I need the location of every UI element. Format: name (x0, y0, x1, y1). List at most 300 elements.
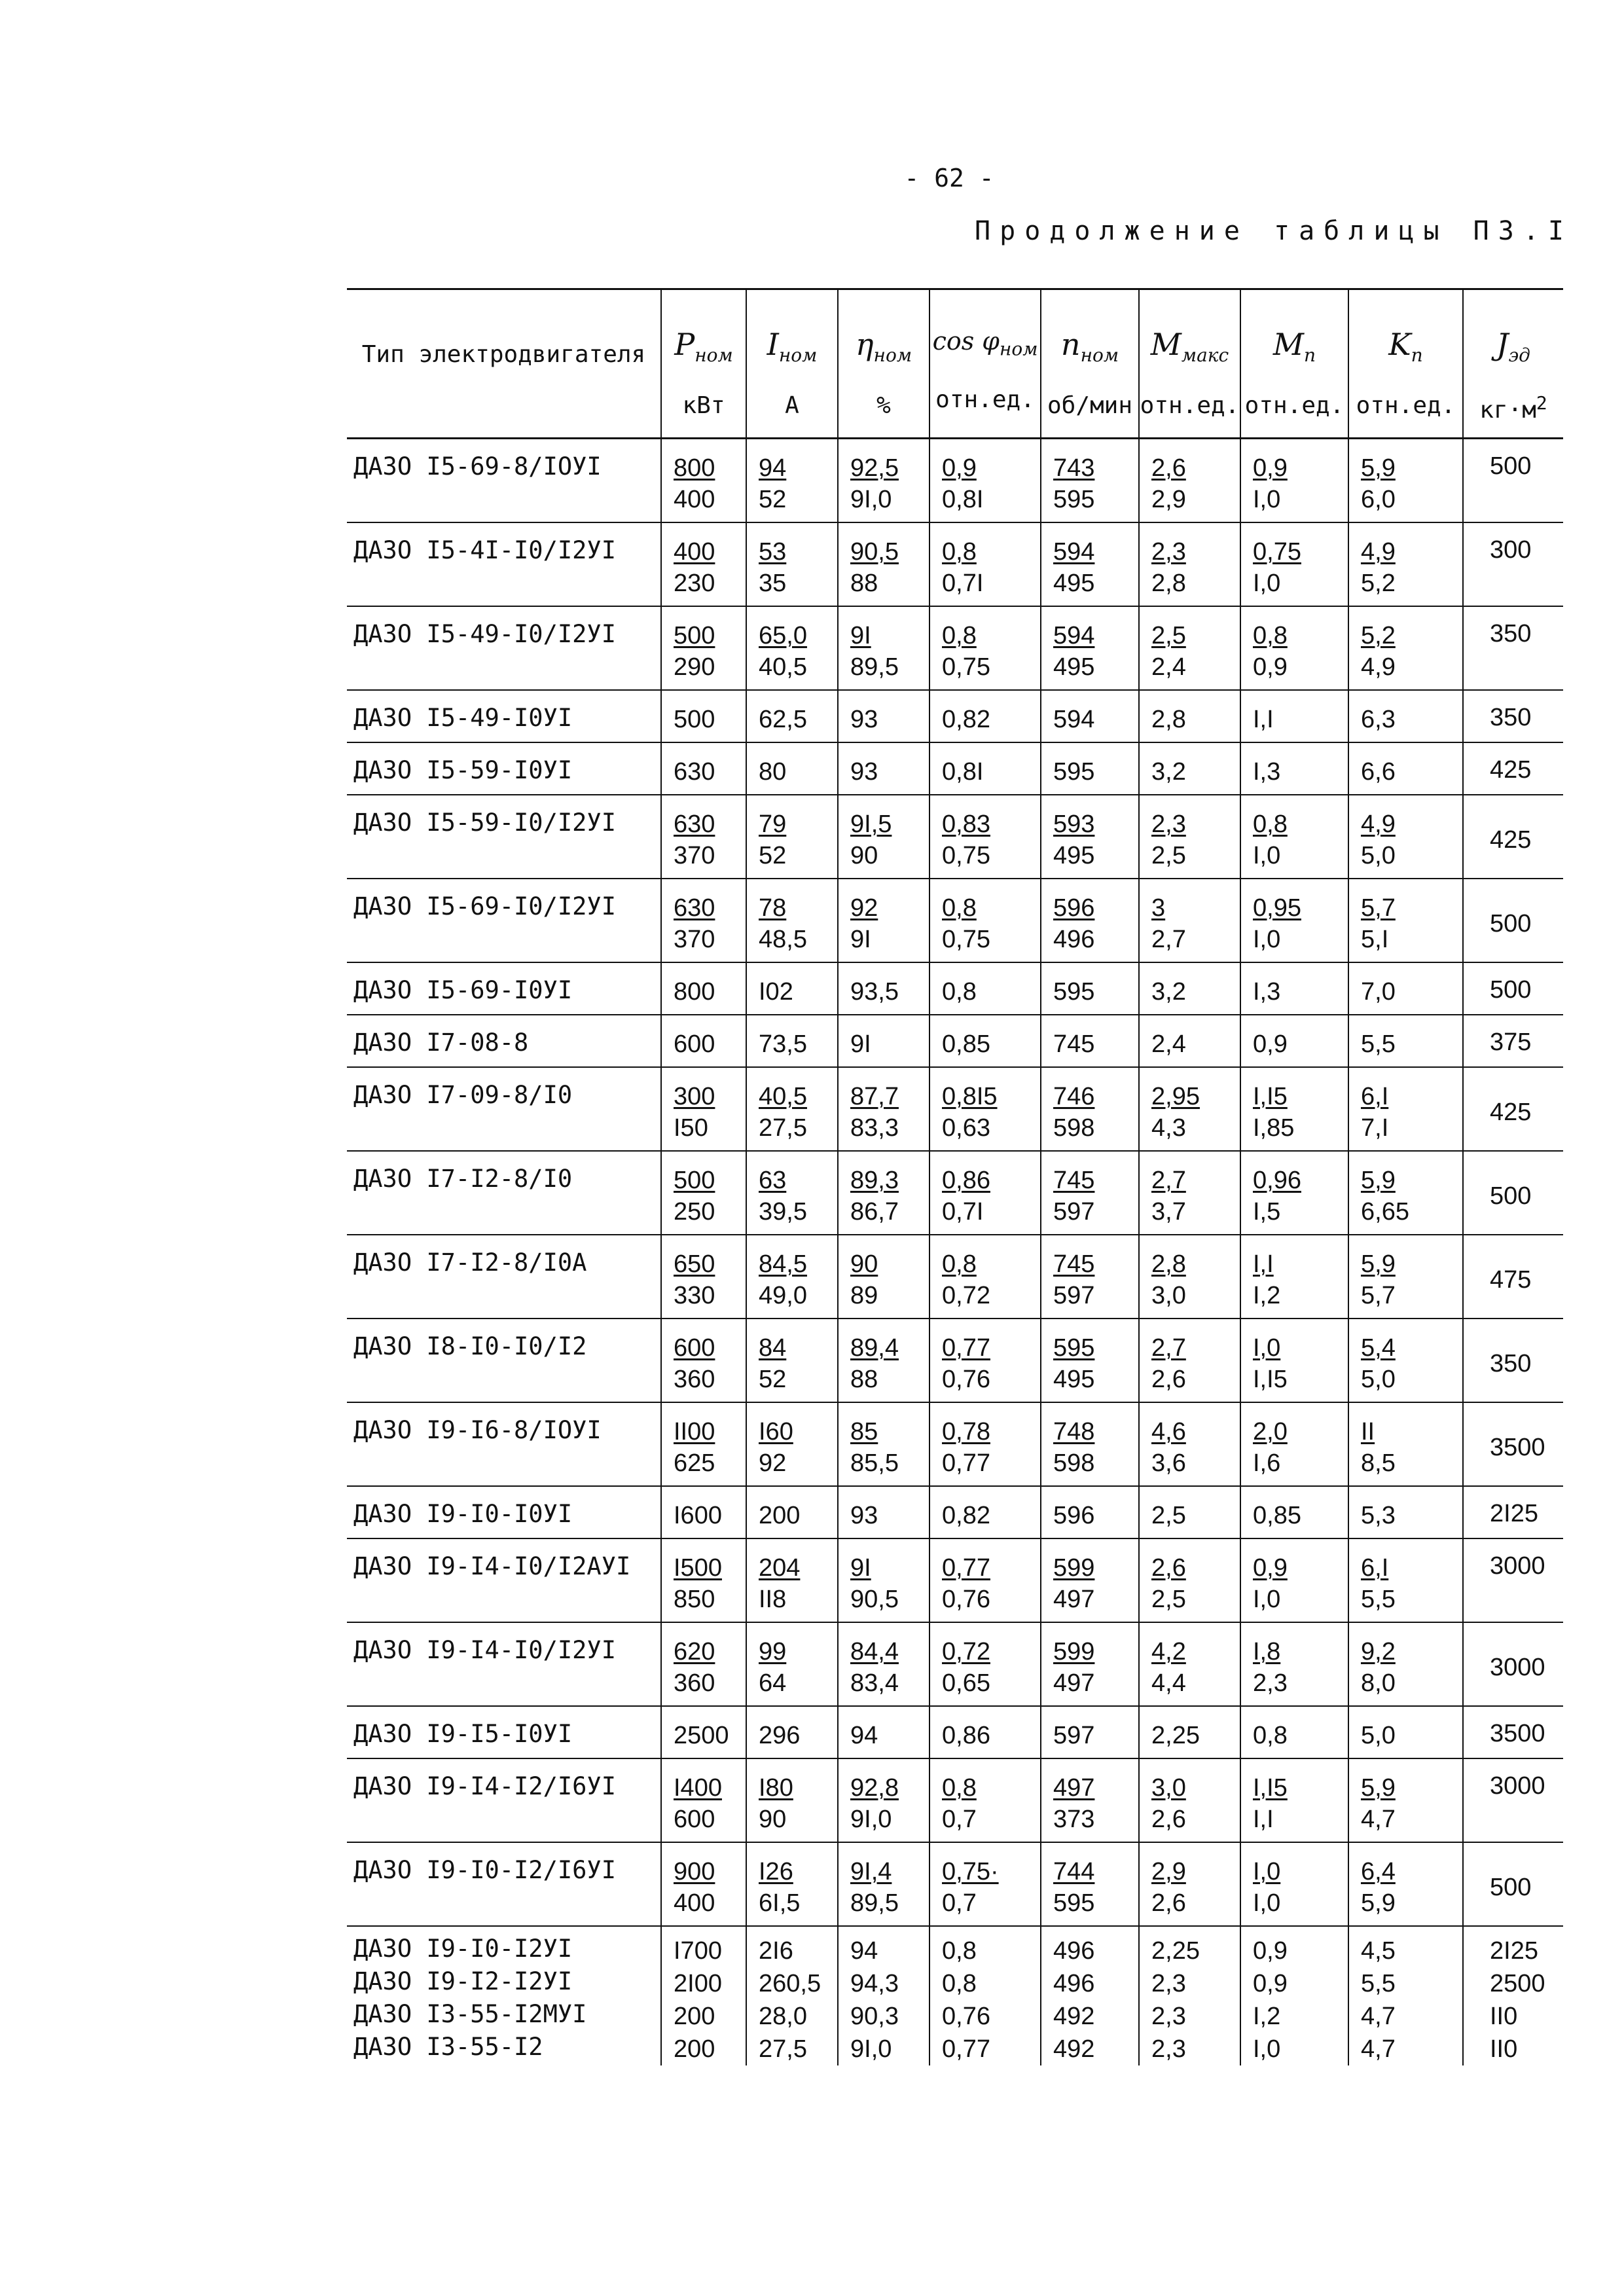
motor-type-cell: ДАЗО I5-59-I0УI (347, 742, 661, 795)
p-value: 600 (674, 1030, 715, 1058)
mp-value-1: 0,95 (1253, 894, 1301, 922)
cos-cell (929, 1622, 1041, 1706)
cos-value: 0,82 (942, 706, 990, 733)
n-cell: 492 (1041, 2000, 1139, 2033)
n-value-1: 745 (1053, 1250, 1095, 1278)
kp-cell (1348, 1235, 1463, 1319)
cos-value-2: 0,63 (942, 1114, 990, 1142)
mmax-cell: 2,3 (1139, 2033, 1240, 2065)
kp-value: 6,6 (1361, 758, 1396, 786)
header-power: $P_{ном}$ кВт (661, 289, 746, 439)
n-value-2: 597 (1053, 1198, 1095, 1226)
mmax-cell (1139, 742, 1240, 795)
motor-type-cell: ДАЗО I9-I4-I0/I2АУI (347, 1538, 661, 1622)
cos-value-1: 0,75· (942, 1858, 999, 1885)
eta-value-1: 87,7 (850, 1083, 899, 1110)
mmax-value-1: 4,6 (1151, 1418, 1186, 1446)
mmax-value-1: 2,6 (1151, 1554, 1186, 1582)
cos-value-1: 0,8 (942, 894, 977, 922)
mmax-value: 3,2 (1151, 758, 1186, 786)
eta-cell: 9I,0 (838, 2033, 929, 2065)
n-value-2: 497 (1053, 1586, 1095, 1613)
motor-type-cell: ДАЗО I9-I5-I0УI (347, 1706, 661, 1758)
cos-cell (929, 1758, 1041, 1842)
p-cell (661, 1151, 746, 1235)
inertia-cell: 500 (1463, 879, 1563, 962)
i-value-2: 92 (759, 1449, 787, 1477)
mp-value-1: I,I5 (1253, 1083, 1288, 1110)
eta-cell (838, 606, 929, 690)
mmax-value-2: 3,7 (1151, 1198, 1186, 1226)
i-value-1: 65,0 (759, 622, 807, 649)
n-value-1: 594 (1053, 538, 1095, 566)
mmax-value-1: 3 (1151, 894, 1166, 922)
i-value-1: 84,5 (759, 1250, 807, 1278)
mp-cell (1240, 606, 1348, 690)
mmax-cell (1139, 522, 1240, 606)
kp-cell: 5,5 (1348, 1967, 1463, 2000)
mp-value-1: 0,8 (1253, 622, 1288, 649)
cos-value-2: 0,7 (942, 1889, 977, 1917)
kp-value-2: 5,0 (1361, 842, 1396, 869)
i-value-2: 90 (759, 1806, 787, 1833)
p-cell (661, 522, 746, 606)
eta-cell (838, 742, 929, 795)
cos-value-2: 0,72 (942, 1282, 990, 1309)
n-value-1: 744 (1053, 1858, 1095, 1885)
mp-value-1: 0,9 (1253, 1554, 1288, 1582)
cos-cell: 0,8 (929, 1926, 1041, 1967)
eta-value-2: 9I (850, 926, 871, 953)
n-value-1: 745 (1053, 1167, 1095, 1194)
n-cell (1041, 1015, 1139, 1067)
n-value-1: 596 (1053, 894, 1095, 922)
i-value-2: 6I,5 (759, 1889, 801, 1917)
p-value-2: 360 (674, 1669, 715, 1697)
i-cell (746, 962, 838, 1015)
motor-type-cell: ДАЗО I5-49-I0/I2УI (347, 606, 661, 690)
mp-cell (1240, 1319, 1348, 1402)
i-value: 73,5 (759, 1030, 807, 1058)
table-continuation-caption: Продолжение таблицы ПЗ.I (975, 216, 1573, 246)
kp-value: 5,0 (1361, 1722, 1396, 1749)
cos-cell: 0,77 (929, 2033, 1041, 2065)
mmax-cell: 2,25 (1139, 1926, 1240, 1967)
mp-cell (1240, 742, 1348, 795)
kp-value-1: 5,4 (1361, 1334, 1396, 1362)
i-cell (746, 742, 838, 795)
table-body (347, 439, 1563, 2066)
mmax-value-2: 2,6 (1151, 1806, 1186, 1833)
eta-value-2: 88 (850, 1366, 878, 1393)
mmax-value-2: 3,0 (1151, 1282, 1186, 1309)
n-value-1: 743 (1053, 454, 1095, 482)
table-row (347, 1926, 1563, 1967)
mmax-cell (1139, 879, 1240, 962)
mmax-value-2: 2,5 (1151, 842, 1186, 869)
mmax-value-2: 2,6 (1151, 1889, 1186, 1917)
motor-type-cell: ДАЗО I9-I4-I0/I2УI (347, 1622, 661, 1706)
n-value-2: 597 (1053, 1282, 1095, 1309)
cos-cell (929, 1402, 1041, 1486)
i-cell (746, 879, 838, 962)
motor-type-cell: ДАЗО I9-I4-I2/I6УI (347, 1758, 661, 1842)
eta-cell (838, 1486, 929, 1538)
motor-type-cell: ДАЗО I5-49-I0УI (347, 690, 661, 742)
kp-cell (1348, 795, 1463, 879)
inertia-cell: 500 (1463, 1151, 1563, 1235)
i-cell (746, 1538, 838, 1622)
cos-value-1: 0,9 (942, 454, 977, 482)
eta-cell (838, 1538, 929, 1622)
table-row (347, 1067, 1563, 1151)
kp-value-2: 5,2 (1361, 570, 1396, 597)
p-value-1: II00 (674, 1418, 715, 1446)
mmax-value-1: 2,3 (1151, 538, 1186, 566)
table-row (347, 1706, 1563, 1758)
i-value: I02 (759, 978, 793, 1006)
table-row (347, 742, 1563, 795)
n-value-2: 595 (1053, 486, 1095, 513)
eta-value-2: 9I,0 (850, 486, 892, 513)
eta-cell (838, 879, 929, 962)
mmax-cell: 2,3 (1139, 1967, 1240, 2000)
n-cell (1041, 962, 1139, 1015)
cos-cell (929, 1486, 1041, 1538)
table-row (347, 1538, 1563, 1622)
eta-value-1: 9I,5 (850, 810, 892, 838)
n-value-1: 599 (1053, 1638, 1095, 1665)
i-value-1: 84 (759, 1334, 787, 1362)
n-cell (1041, 1622, 1139, 1706)
inertia-cell: 425 (1463, 795, 1563, 879)
p-cell (661, 879, 746, 962)
kp-cell (1348, 690, 1463, 742)
i-value-2: 48,5 (759, 926, 807, 953)
kp-cell (1348, 1758, 1463, 1842)
i-cell (746, 1758, 838, 1842)
p-value: 800 (674, 978, 715, 1006)
kp-cell (1348, 1319, 1463, 1402)
inertia-cell: 375 (1463, 1015, 1563, 1067)
mp-value-2: 0,9 (1253, 653, 1288, 681)
i-cell (746, 439, 838, 523)
kp-cell (1348, 1486, 1463, 1538)
mmax-cell (1139, 1842, 1240, 1926)
eta-cell (838, 522, 929, 606)
mp-cell (1240, 1067, 1348, 1151)
mmax-cell (1139, 1758, 1240, 1842)
cos-cell (929, 606, 1041, 690)
eta-value: 93 (850, 1502, 878, 1529)
mp-value-2: I,0 (1253, 1586, 1281, 1613)
mmax-value: 3,2 (1151, 978, 1186, 1006)
mp-cell (1240, 962, 1348, 1015)
cos-value-1: 0,8 (942, 1774, 977, 1802)
cos-value-2: 0,7I (942, 1198, 984, 1226)
mmax-value-1: 2,8 (1151, 1250, 1186, 1278)
eta-cell: 90,3 (838, 2000, 929, 2033)
cos-cell (929, 522, 1041, 606)
p-cell: 200 (661, 2000, 746, 2033)
cos-value-1: 0,77 (942, 1554, 990, 1582)
mmax-value-2: 3,6 (1151, 1449, 1186, 1477)
i-value-2: II8 (759, 1586, 787, 1613)
mp-value-2: I,85 (1253, 1114, 1295, 1142)
kp-value-1: 6,I (1361, 1554, 1389, 1582)
kp-value-1: 5,9 (1361, 454, 1396, 482)
table-row (347, 962, 1563, 1015)
p-cell: I700 (661, 1926, 746, 1967)
mp-cell (1240, 1622, 1348, 1706)
n-value: 745 (1053, 1030, 1095, 1058)
p-cell (661, 1015, 746, 1067)
eta-value-2: 83,4 (850, 1669, 899, 1697)
inertia-cell: 425 (1463, 1067, 1563, 1151)
mmax-cell (1139, 1486, 1240, 1538)
inertia-cell: II0 (1463, 2000, 1563, 2033)
p-value-1: 400 (674, 538, 715, 566)
motor-type-cell: ДАЗО I9-I6-8/IОУI (347, 1402, 661, 1486)
eta-value-2: 9I,0 (850, 1806, 892, 1833)
p-value-2: 230 (674, 570, 715, 597)
cos-value-1: 0,8 (942, 1250, 977, 1278)
n-cell (1041, 1758, 1139, 1842)
motor-type-cell: ДАЗО I9-I0-I2УI (347, 1926, 661, 1967)
inertia-cell: 350 (1463, 1319, 1563, 1402)
kp-value-1: II (1361, 1418, 1375, 1446)
p-value-1: 500 (674, 1167, 715, 1194)
n-value-1: 599 (1053, 1554, 1095, 1582)
i-value: 62,5 (759, 706, 807, 733)
cos-value: 0,8I (942, 758, 984, 786)
motor-type-cell: ДАЗО I9-I2-I2УI (353, 1967, 573, 1995)
mp-cell (1240, 1235, 1348, 1319)
mmax-value-1: 2,5 (1151, 622, 1186, 649)
n-cell (1041, 1151, 1139, 1235)
n-cell (1041, 1486, 1139, 1538)
kp-cell (1348, 1151, 1463, 1235)
i-cell (746, 1015, 838, 1067)
eta-value-2: 83,3 (850, 1114, 899, 1142)
mmax-value: 2,25 (1151, 1722, 1200, 1749)
eta-value-1: 9I (850, 1554, 871, 1582)
eta-cell (838, 1067, 929, 1151)
kp-cell (1348, 1706, 1463, 1758)
mp-cell (1240, 795, 1348, 879)
eta-cell (838, 1706, 929, 1758)
cos-cell: 0,8 (929, 1967, 1041, 2000)
kp-cell (1348, 742, 1463, 795)
mmax-value-1: 3,0 (1151, 1774, 1186, 1802)
mmax-value-2: 2,4 (1151, 653, 1186, 681)
mp-cell (1240, 522, 1348, 606)
table-row (347, 795, 1563, 879)
p-value: 630 (674, 758, 715, 786)
mp-value-1: I,8 (1253, 1638, 1281, 1665)
mmax-value: 2,5 (1151, 1502, 1186, 1529)
n-value-1: 594 (1053, 622, 1095, 649)
mmax-cell (1139, 1151, 1240, 1235)
n-value-2: 496 (1053, 926, 1095, 953)
n-cell (1041, 879, 1139, 962)
kp-value-2: 8,0 (1361, 1669, 1396, 1697)
mp-cell (1240, 1486, 1348, 1538)
p-cell (661, 795, 746, 879)
eta-cell (838, 962, 929, 1015)
mp-cell (1240, 1758, 1348, 1842)
p-value-1: 620 (674, 1638, 715, 1665)
n-value-2: 598 (1053, 1114, 1095, 1142)
p-cell (661, 1706, 746, 1758)
mmax-value-2: 2,8 (1151, 570, 1186, 597)
inertia-cell: 3500 (1463, 1706, 1563, 1758)
p-cell (661, 1758, 746, 1842)
kp-cell (1348, 439, 1463, 523)
kp-value-2: 4,7 (1361, 1806, 1396, 1833)
inertia-cell: 475 (1463, 1235, 1563, 1319)
i-value-1: 99 (759, 1638, 787, 1665)
kp-cell (1348, 1842, 1463, 1926)
mp-cell: I,0 (1240, 2033, 1348, 2065)
mp-value: I,3 (1253, 978, 1281, 1006)
p-cell (661, 1842, 746, 1926)
mp-cell (1240, 690, 1348, 742)
n-value-2: 495 (1053, 653, 1095, 681)
n-cell (1041, 1538, 1139, 1622)
mp-cell: 0,9 (1240, 1967, 1348, 2000)
i-value-1: 204 (759, 1554, 801, 1582)
kp-value-2: 5,I (1361, 926, 1389, 953)
p-value-2: 400 (674, 1889, 715, 1917)
eta-value-2: 88 (850, 570, 878, 597)
cos-cell (929, 742, 1041, 795)
header-power-factor: $\cos \varphi_{ном}$ отн.ед. (929, 289, 1041, 439)
eta-cell (838, 795, 929, 879)
i-value-2: 27,5 (759, 1114, 807, 1142)
i-value-2: 52 (759, 1366, 787, 1393)
cos-cell: 0,76 (929, 2000, 1041, 2033)
mp-value-2: 2,3 (1253, 1669, 1288, 1697)
motor-type-cell: ДАЗО I9-I0-I2/I6УI (347, 1842, 661, 1926)
i-value-1: I60 (759, 1418, 793, 1446)
cos-value-2: 0,7I (942, 570, 984, 597)
n-value: 595 (1053, 758, 1095, 786)
eta-value-2: 89,5 (850, 653, 899, 681)
motor-type-cell: ДАЗО I7-I2-8/I0А (347, 1235, 661, 1319)
p-value-2: 250 (674, 1198, 715, 1226)
i-value-2: 40,5 (759, 653, 807, 681)
kp-cell (1348, 522, 1463, 606)
n-value-1: 595 (1053, 1334, 1095, 1362)
n-cell (1041, 1842, 1139, 1926)
eta-value-2: 85,5 (850, 1449, 899, 1477)
n-cell (1041, 690, 1139, 742)
cos-value: 0,86 (942, 1722, 990, 1749)
motor-type-cell: ДАЗО I3-55-I2 (353, 2033, 543, 2061)
mmax-value-1: 2,7 (1151, 1167, 1186, 1194)
p-value: 500 (674, 706, 715, 733)
n-value-1: 748 (1053, 1418, 1095, 1446)
kp-cell (1348, 1622, 1463, 1706)
kp-cell (1348, 1067, 1463, 1151)
p-value-1: 300 (674, 1083, 715, 1110)
i-value: 80 (759, 758, 787, 786)
n-cell: 492 (1041, 2033, 1139, 2065)
table-row (347, 1967, 1563, 2000)
kp-value-1: 5,9 (1361, 1774, 1396, 1802)
kp-value: 5,5 (1361, 1030, 1396, 1058)
mmax-value-2: 2,5 (1151, 1586, 1186, 1613)
mmax-cell (1139, 606, 1240, 690)
kp-value-1: 9,2 (1361, 1638, 1396, 1665)
mp-cell (1240, 879, 1348, 962)
n-cell (1041, 1319, 1139, 1402)
mp-value-1: 0,8 (1253, 810, 1288, 838)
mmax-cell (1139, 1319, 1240, 1402)
mp-value-1: I,0 (1253, 1858, 1281, 1885)
mp-value-1: I,I (1253, 1250, 1274, 1278)
motor-type-cell: ДАЗО I3-55-I2МУI (353, 2000, 587, 2028)
inertia-cell: 500 (1463, 1842, 1563, 1926)
mmax-cell (1139, 795, 1240, 879)
p-cell (661, 1319, 746, 1402)
cos-cell (929, 690, 1041, 742)
mp-cell (1240, 1402, 1348, 1486)
mmax-cell (1139, 439, 1240, 523)
table-header-row (347, 289, 1563, 439)
eta-value: 93,5 (850, 978, 899, 1006)
p-value-2: 370 (674, 842, 715, 869)
mmax-value-1: 4,2 (1151, 1638, 1186, 1665)
cos-value-1: 0,8 (942, 538, 977, 566)
n-value: 596 (1053, 1502, 1095, 1529)
motor-type-cell: ДАЗО I7-09-8/I0 (347, 1067, 661, 1151)
header-efficiency: $\eta_{ном}$ % (838, 289, 929, 439)
mmax-value-1: 2,3 (1151, 810, 1186, 838)
kp-cell (1348, 606, 1463, 690)
n-value-1: 746 (1053, 1083, 1095, 1110)
i-value: 296 (759, 1722, 801, 1749)
motor-type-cell: ДАЗО I5-59-I0/I2УI (347, 795, 661, 879)
mp-value-1: I,0 (1253, 1334, 1281, 1362)
cos-cell (929, 962, 1041, 1015)
p-value-2: 290 (674, 653, 715, 681)
mmax-cell (1139, 962, 1240, 1015)
cos-cell (929, 1319, 1041, 1402)
table-row (347, 1486, 1563, 1538)
i-value-2: 52 (759, 486, 787, 513)
kp-value-2: 6,0 (1361, 486, 1396, 513)
table-row (347, 1015, 1563, 1067)
p-value-1: 900 (674, 1858, 715, 1885)
cos-value-1: 0,83 (942, 810, 990, 838)
mmax-value: 2,8 (1151, 706, 1186, 733)
n-cell: 496 (1041, 1967, 1139, 2000)
eta-value: 94 (850, 1722, 878, 1749)
table-row (347, 1151, 1563, 1235)
mp-value-2: I,0 (1253, 570, 1281, 597)
eta-cell (838, 1758, 929, 1842)
kp-value-1: 5,7 (1361, 894, 1396, 922)
p-value-2: 360 (674, 1366, 715, 1393)
eta-cell: 94,3 (838, 1967, 929, 2000)
inertia-cell: 350 (1463, 690, 1563, 742)
eta-cell (838, 1622, 929, 1706)
cos-value-1: 0,72 (942, 1638, 990, 1665)
i-cell (746, 1486, 838, 1538)
n-cell (1041, 522, 1139, 606)
